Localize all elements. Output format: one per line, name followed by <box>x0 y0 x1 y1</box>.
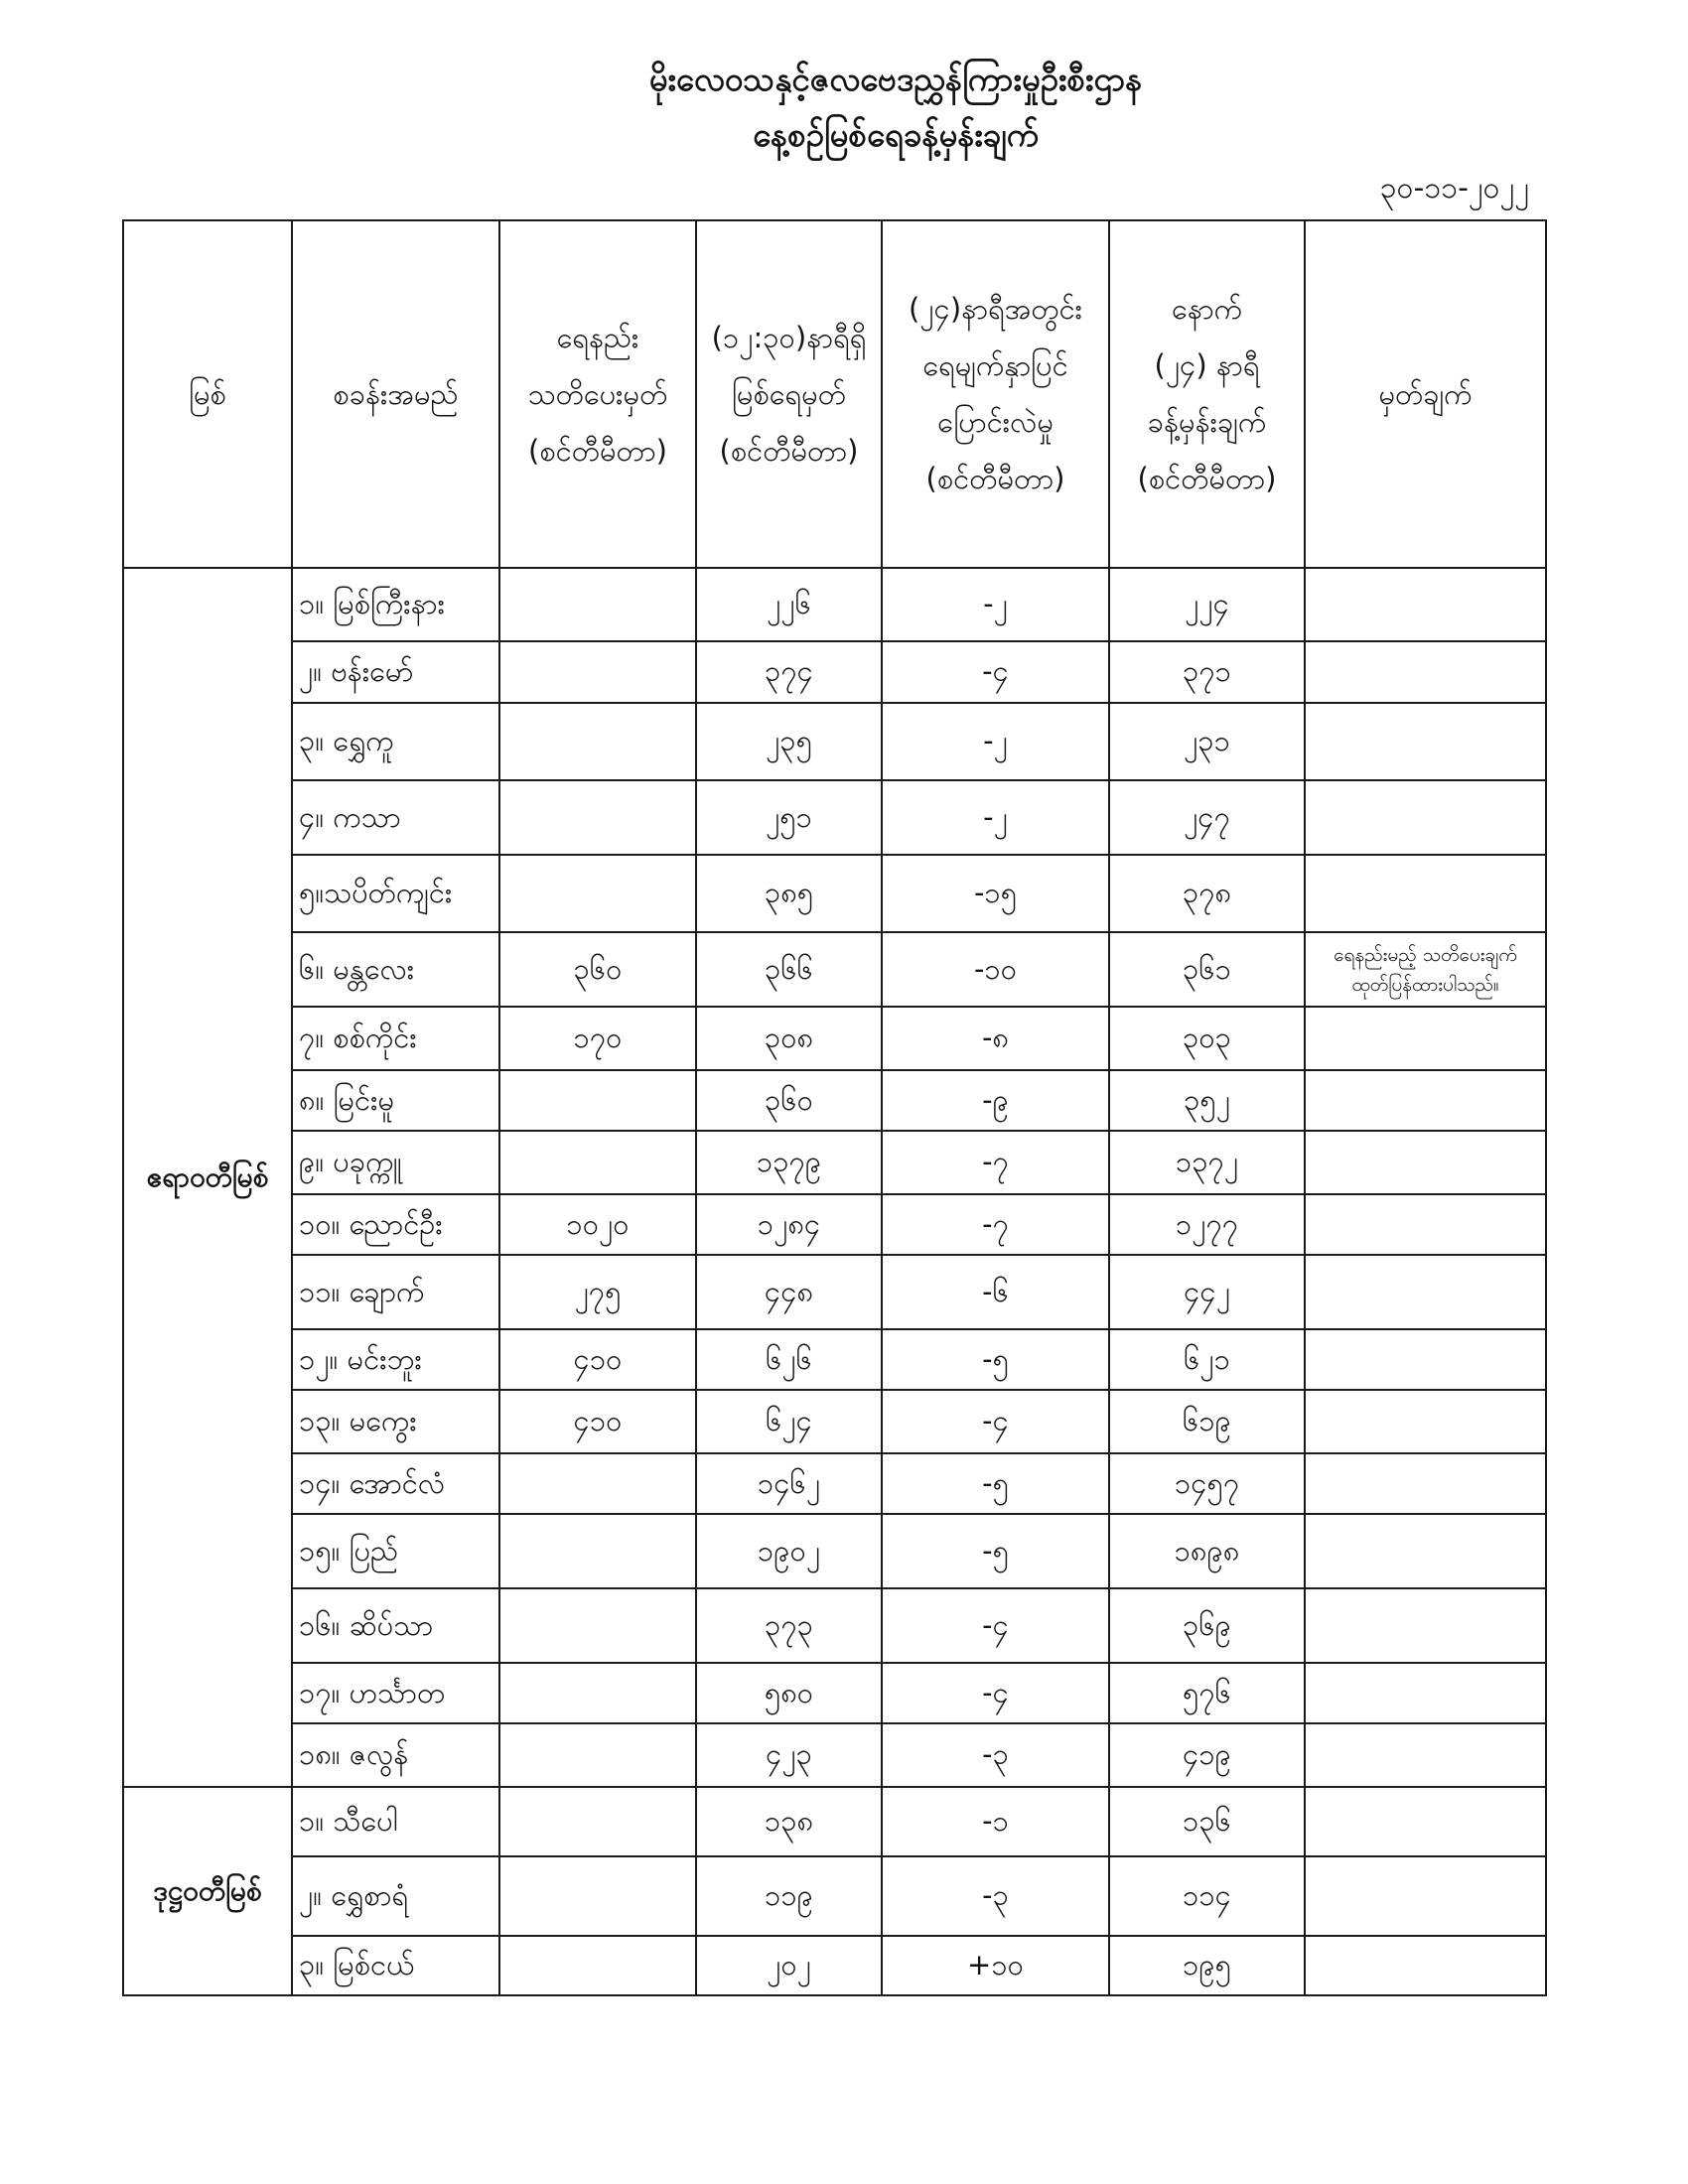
forecast-24h-cell: ၁၄၅၇ <box>1110 1454 1306 1515</box>
water-level-cell: ၃၇၄ <box>697 642 883 704</box>
change-24h-cell: -၁ <box>883 1788 1110 1857</box>
change-24h-cell: -၄ <box>883 1664 1110 1724</box>
forecast-24h-cell: ၂၄၇ <box>1110 781 1306 856</box>
forecast-24h-cell: ၁၉၅ <box>1110 1937 1306 1996</box>
low-water-warning-cell: ၂၇၅ <box>500 1256 697 1330</box>
forecast-24h-cell: ၃၀၃ <box>1110 1008 1306 1071</box>
station-name-cell: ၁။ သီပေါ <box>293 1788 500 1857</box>
low-water-warning-cell: ၁၀၂၀ <box>500 1195 697 1256</box>
header-low-water-warning <box>500 221 697 569</box>
forecast-24h-cell: ၃၇၈ <box>1110 856 1306 933</box>
remark-cell <box>1306 1515 1547 1589</box>
forecast-24h-cell: ၂၂၄ <box>1110 569 1306 642</box>
forecast-24h-cell: ၂၃၁ <box>1110 704 1306 781</box>
forecast-24h-cell: ၁၁၄ <box>1110 1857 1306 1937</box>
forecast-24h-cell: ၆၁၉ <box>1110 1391 1306 1454</box>
remark-cell <box>1306 1937 1547 1996</box>
station-name-cell: ၂။ ဗန်းမော် <box>293 642 500 704</box>
water-level-cell: ၂၃၅ <box>697 704 883 781</box>
header-text-line: ပြောင်းလဲမှု <box>937 405 1054 439</box>
water-level-cell: ၁၄၆၂ <box>697 1454 883 1515</box>
report-date: ၃၀-၁၁-၂၀၂၂ <box>1379 171 1529 205</box>
low-water-warning-cell: ၃၆၀ <box>500 933 697 1008</box>
station-name-cell: ၁၅။ ပြည် <box>293 1515 500 1589</box>
low-water-warning-cell <box>500 1724 697 1788</box>
change-24h-cell: -၄ <box>883 1391 1110 1454</box>
station-name-cell: ၁၈။ ဇလွန် <box>293 1724 500 1788</box>
forecast-24h-cell: ၁၂၇၇ <box>1110 1195 1306 1256</box>
remark-cell <box>1306 1071 1547 1132</box>
remark-cell <box>1306 1391 1547 1454</box>
station-name-cell: ၁၄။ အောင်လံ <box>293 1454 500 1515</box>
change-24h-cell: +၁၀ <box>883 1937 1110 1996</box>
station-name-cell: ၆။ မန္တလေး <box>293 933 500 1008</box>
header-station-name <box>293 221 500 569</box>
low-water-warning-cell <box>500 642 697 704</box>
forecast-24h-cell: ၃၇၁ <box>1110 642 1306 704</box>
low-water-warning-cell: ၄၁၀ <box>500 1391 697 1454</box>
water-level-cell: ၃၆၀ <box>697 1071 883 1132</box>
remark-cell <box>1306 1008 1547 1071</box>
header-text-line: (စင်တီမီတာ) <box>925 462 1065 495</box>
water-level-cell: ၁၉၀၂ <box>697 1515 883 1589</box>
header-text-line: (စင်တီမီတာ) <box>528 433 667 468</box>
water-level-cell: ၆၂၄ <box>697 1391 883 1454</box>
station-name-cell: ၈။ မြင်းမူ <box>293 1071 500 1132</box>
water-level-cell: ၂၀၂ <box>697 1937 883 1996</box>
header-river <box>124 221 293 569</box>
change-24h-cell: -၁၀ <box>883 933 1110 1008</box>
change-24h-cell: -၉ <box>883 1071 1110 1132</box>
forecast-24h-cell: ၅၇၆ <box>1110 1664 1306 1724</box>
header-text-line: (စင်တီမီတာ) <box>719 433 859 468</box>
change-24h-cell: -၈ <box>883 1008 1110 1071</box>
header-text-line: (၂၄)နာရီအတွင်း <box>908 292 1083 326</box>
change-24h-cell: -၅ <box>883 1454 1110 1515</box>
station-name-cell: ၁၃။ မကွေး <box>293 1391 500 1454</box>
change-24h-cell: -၅ <box>883 1515 1110 1589</box>
header-text-line: (စင်တီမီတာ) <box>1137 462 1277 495</box>
change-24h-cell: -၄ <box>883 1589 1110 1664</box>
header-text-line: မှတ်ချက် <box>1378 376 1473 411</box>
header-text-line: ခန့်မှန်းချက် <box>1147 405 1267 439</box>
low-water-warning-cell <box>500 1788 697 1857</box>
remark-cell <box>1306 1256 1547 1330</box>
station-name-cell: ၄။ ကသာ <box>293 781 500 856</box>
river-name-cell: ဒုဋ္ဌဝတီမြစ် <box>124 1788 293 1996</box>
forecast-24h-cell: ၃၆၉ <box>1110 1589 1306 1664</box>
forecast-24h-cell: ၄၁၉ <box>1110 1724 1306 1788</box>
header-text-line: မြစ်ရေမှတ် <box>732 376 846 411</box>
remark-cell <box>1306 1857 1547 1937</box>
low-water-warning-cell <box>500 1589 697 1664</box>
remark-cell <box>1306 1724 1547 1788</box>
title-line-department: မိုးလေဝသနှင့်ဇလဗေဒညွှန်ကြားမှုဦးစီးဌာန <box>648 60 1143 98</box>
low-water-warning-cell <box>500 1071 697 1132</box>
water-level-cell: ၁၁၉ <box>697 1857 883 1937</box>
water-level-cell: ၁၃၇၉ <box>697 1132 883 1195</box>
change-24h-cell: -၃ <box>883 1724 1110 1788</box>
water-level-cell: ၃၇၃ <box>697 1589 883 1664</box>
remark-cell <box>1306 1454 1547 1515</box>
forecast-24h-cell: ၃၆၁ <box>1110 933 1306 1008</box>
header-text-line: ရေမျက်နှာပြင် <box>922 348 1068 382</box>
change-24h-cell: -၂ <box>883 569 1110 642</box>
header-text-line: စခန်းအမည် <box>333 376 459 411</box>
water-level-cell: ၃၆၆ <box>697 933 883 1008</box>
water-level-cell: ၂၅၁ <box>697 781 883 856</box>
water-level-cell: ၄၄၈ <box>697 1256 883 1330</box>
water-level-cell: ၄၂၃ <box>697 1724 883 1788</box>
header-text-line: နောက် <box>1171 292 1243 326</box>
remark-cell <box>1306 569 1547 642</box>
remark-cell <box>1306 781 1547 856</box>
header-change-24h <box>883 221 1110 569</box>
station-name-cell: ၁၁။ ချောက် <box>293 1256 500 1330</box>
water-level-cell: ၂၂၆ <box>697 569 883 642</box>
low-water-warning-cell <box>500 1515 697 1589</box>
water-level-cell: ၃၀၈ <box>697 1008 883 1071</box>
forecast-24h-cell: ၄၄၂ <box>1110 1256 1306 1330</box>
low-water-warning-cell <box>500 1132 697 1195</box>
station-name-cell: ၃။ ရွှေကူ <box>293 704 500 781</box>
low-water-warning-cell <box>500 856 697 933</box>
remark-cell <box>1306 856 1547 933</box>
low-water-warning-cell <box>500 569 697 642</box>
header-forecast-24h <box>1110 221 1306 569</box>
remark-cell <box>1306 933 1547 1008</box>
station-name-cell: ၃။ မြစ်ငယ် <box>293 1937 500 1996</box>
remark-cell <box>1306 1195 1547 1256</box>
station-name-cell: ၉။ ပခုက္ကူ <box>293 1132 500 1195</box>
remark-cell <box>1306 642 1547 704</box>
low-water-warning-cell <box>500 1937 697 1996</box>
river-name-cell: ဧရာဝတီမြစ် <box>124 569 293 1788</box>
forecast-24h-cell: ၁၃၆ <box>1110 1788 1306 1857</box>
remark-cell <box>1306 1664 1547 1724</box>
forecast-24h-cell: ၁၈၉၈ <box>1110 1515 1306 1589</box>
forecast-24h-cell: ၃၅၂ <box>1110 1071 1306 1132</box>
low-water-warning-cell: ၁၇၀ <box>500 1008 697 1071</box>
station-name-cell: ၂။ ရွှေစာရံ <box>293 1857 500 1937</box>
forecast-24h-cell: ၆၂၁ <box>1110 1330 1306 1391</box>
remark-cell <box>1306 1330 1547 1391</box>
change-24h-cell: -၇ <box>883 1132 1110 1195</box>
change-24h-cell: -၂ <box>883 704 1110 781</box>
header-remarks <box>1306 221 1547 569</box>
remark-text-line: ထုတ်ပြန်ထားပါသည်။ <box>1351 973 1499 996</box>
remark-cell <box>1306 704 1547 781</box>
station-name-cell: ၁၆။ ဆိပ်သာ <box>293 1589 500 1664</box>
header-text-line: (၂၄) နာရီ <box>1154 348 1260 382</box>
change-24h-cell: -၃ <box>883 1857 1110 1937</box>
header-text-line: ရေနည်း <box>556 320 639 354</box>
low-water-warning-cell <box>500 1454 697 1515</box>
station-name-cell: ၁၀။ ညောင်ဦး <box>293 1195 500 1256</box>
station-name-cell: ၁၇။ ဟင်္သာတ <box>293 1664 500 1724</box>
change-24h-cell: -၄ <box>883 642 1110 704</box>
water-level-cell: ၃၈၅ <box>697 856 883 933</box>
remark-cell <box>1306 1589 1547 1664</box>
remark-text-line: ရေနည်းမည့် သတိပေးချက် <box>1334 943 1517 966</box>
document-title <box>399 52 1392 163</box>
water-level-cell: ၆၂၆ <box>697 1330 883 1391</box>
header-text-line: မြစ် <box>189 376 226 411</box>
change-24h-cell: -၅ <box>883 1330 1110 1391</box>
river-forecast-table <box>122 219 1547 1996</box>
water-level-cell: ၁၂၈၄ <box>697 1195 883 1256</box>
station-name-cell: ၅။သပိတ်ကျင်း <box>293 856 500 933</box>
low-water-warning-cell <box>500 781 697 856</box>
low-water-warning-cell <box>500 1664 697 1724</box>
change-24h-cell: -၁၅ <box>883 856 1110 933</box>
change-24h-cell: -၂ <box>883 781 1110 856</box>
low-water-warning-cell: ၄၁၀ <box>500 1330 697 1391</box>
low-water-warning-cell <box>500 1857 697 1937</box>
change-24h-cell: -၆ <box>883 1256 1110 1330</box>
low-water-warning-cell <box>500 704 697 781</box>
forecast-24h-cell: ၁၃၇၂ <box>1110 1132 1306 1195</box>
station-name-cell: ၇။ စစ်ကိုင်း <box>293 1008 500 1071</box>
change-24h-cell: -၇ <box>883 1195 1110 1256</box>
header-water-level-1230 <box>697 221 883 569</box>
title-line-report-name: နေ့စဉ်မြစ်ရေခန့်မှန်းချက် <box>753 115 1039 154</box>
station-name-cell: ၁၂။ မင်းဘူး <box>293 1330 500 1391</box>
remark-cell <box>1306 1132 1547 1195</box>
water-level-cell: ၅၈၀ <box>697 1664 883 1724</box>
station-name-cell: ၁။ မြစ်ကြီးနား <box>293 569 500 642</box>
header-text-line: (၁၂:၃၀)နာရီရှိ <box>711 320 867 354</box>
remark-cell <box>1306 1788 1547 1857</box>
header-text-line: သတိပေးမှတ် <box>527 376 668 411</box>
water-level-cell: ၁၃၈ <box>697 1788 883 1857</box>
